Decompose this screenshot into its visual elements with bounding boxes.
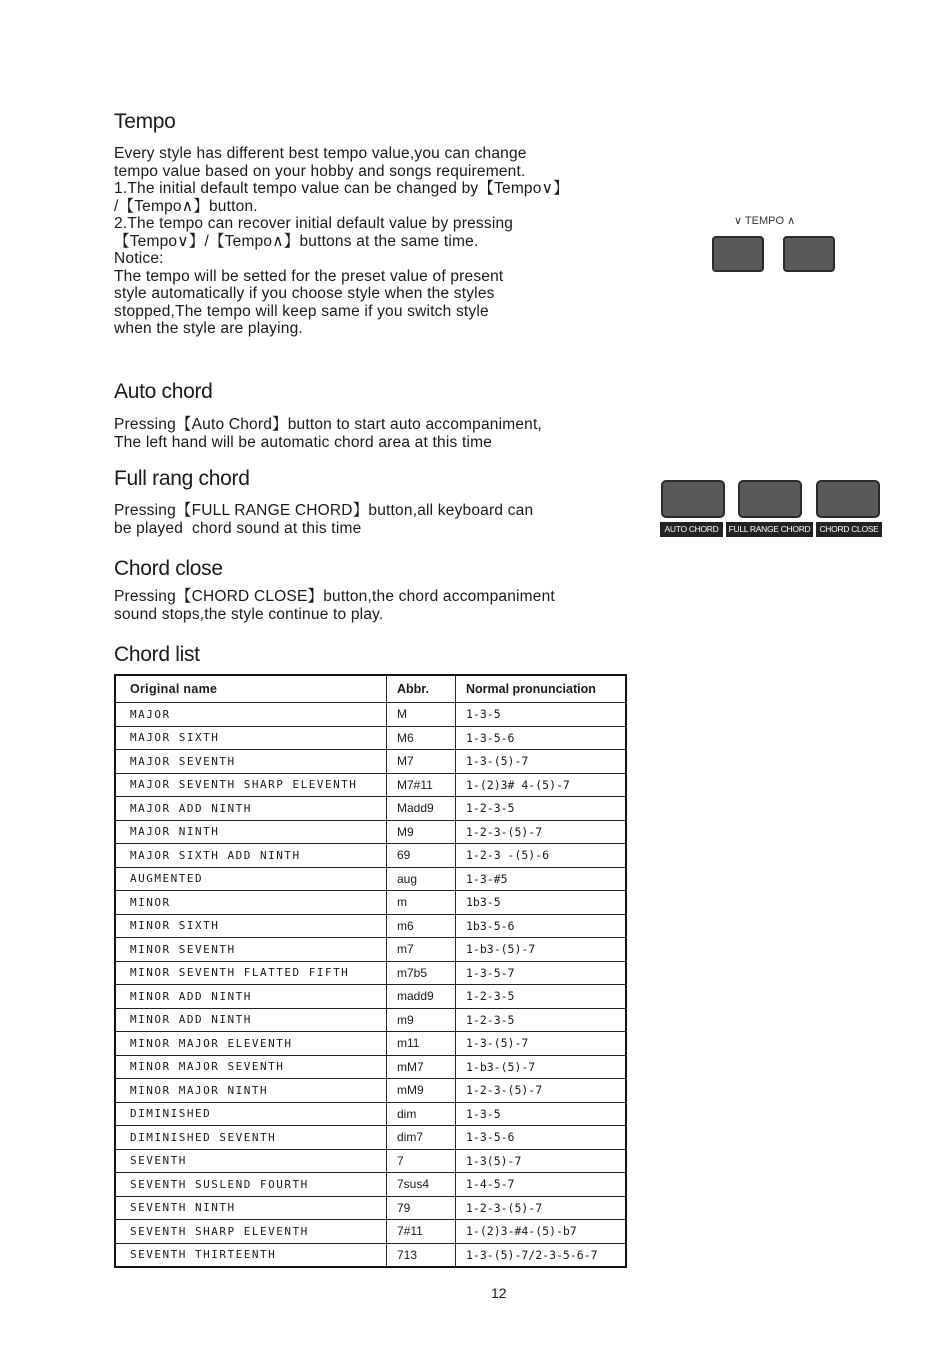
table-row (115, 844, 626, 868)
full-range-chord-heading: Full rang chord (114, 467, 250, 490)
chord-pronunciation-cell: 1-(2)3# 4-(5)-7 (456, 773, 627, 797)
chord-name-cell: SEVENTH SUSLEND FOURTH (115, 1173, 387, 1197)
chord-pronunciation-cell: 1-(2)3-#4-(5)-b7 (456, 1220, 627, 1244)
table-row (115, 1102, 626, 1126)
tempo-line: 2.The tempo can recover initial default value by pressing (114, 215, 514, 232)
chord-close-heading: Chord close (114, 557, 223, 580)
chord-name-cell: MINOR SIXTH (115, 914, 387, 938)
chord-name-cell: MAJOR NINTH (115, 820, 387, 844)
table-row (115, 1196, 626, 1220)
full-range-chord-button[interactable] (738, 480, 802, 518)
chord-pronunciation-cell: 1-3-5-6 (456, 1126, 627, 1150)
chord-name-cell: MAJOR SEVENTH SHARP ELEVENTH (115, 773, 387, 797)
chord-table (114, 674, 627, 1268)
chord-pronunciation-cell: 1-3-#5 (456, 867, 627, 891)
table-row (115, 1149, 626, 1173)
table-header-row (115, 675, 626, 703)
chord-name-cell: MAJOR SEVENTH (115, 750, 387, 774)
chord-name-cell: DIMINISHED SEVENTH (115, 1126, 387, 1150)
tempo-line: Every style has different best tempo value,you can change (114, 145, 527, 162)
table-row (115, 726, 626, 750)
chord-pronunciation-cell: 1-2-3 -(5)-6 (456, 844, 627, 868)
chord-abbr-cell: dim7 (387, 1126, 456, 1150)
chord-pronunciation-cell: 1-3-(5)-7 (456, 750, 627, 774)
table-row (115, 1173, 626, 1197)
chord-name-cell: MINOR SEVENTH (115, 938, 387, 962)
tempo-down-button[interactable] (712, 236, 764, 272)
chord-name-cell: MINOR (115, 891, 387, 915)
chord-name-cell: MINOR MAJOR SEVENTH (115, 1055, 387, 1079)
chord-name-cell: AUGMENTED (115, 867, 387, 891)
table-row (115, 1079, 626, 1103)
table-row (115, 750, 626, 774)
chord-abbr-cell: m9 (387, 1008, 456, 1032)
chord-name-cell: MINOR ADD NINTH (115, 985, 387, 1009)
table-row (115, 1126, 626, 1150)
chord-abbr-cell: m6 (387, 914, 456, 938)
chord-abbr-cell: M6 (387, 726, 456, 750)
full-range-chord-body (114, 502, 533, 537)
chord-pronunciation-cell: 1-2-3-(5)-7 (456, 820, 627, 844)
chord-abbr-cell: mM9 (387, 1079, 456, 1103)
table-row (115, 773, 626, 797)
tempo-line: /【Tempo∧】button. (114, 197, 258, 215)
table-row (115, 797, 626, 821)
chord-pronunciation-cell: 1-3(5)-7 (456, 1149, 627, 1173)
chord-abbr-cell: m7b5 (387, 961, 456, 985)
table-row (115, 938, 626, 962)
column-header-pronunciation: Normal pronunciation (456, 675, 627, 703)
tempo-line: The tempo will be setted for the preset value of present (114, 267, 504, 285)
table-row (115, 891, 626, 915)
chord-abbr-cell: m11 (387, 1032, 456, 1056)
chord-abbr-cell: 7 (387, 1149, 456, 1173)
chord-pronunciation-cell: 1-2-3-(5)-7 (456, 1196, 627, 1220)
chord-name-cell: MAJOR ADD NINTH (115, 797, 387, 821)
tempo-line: 【Tempo∨】/【Tempo∧】buttons at the same time. (114, 232, 479, 250)
chord-name-cell: MINOR SEVENTH FLATTED FIFTH (115, 961, 387, 985)
chord-pronunciation-cell: 1-3-5-6 (456, 726, 627, 750)
chord-abbr-cell: 79 (387, 1196, 456, 1220)
tempo-button-panel (710, 214, 842, 276)
chord-table-body (115, 703, 626, 1268)
chord-abbr-cell: M7 (387, 750, 456, 774)
chord-abbr-cell: m7 (387, 938, 456, 962)
column-header-original-name: Original name (115, 675, 387, 703)
chord-abbr-cell: Madd9 (387, 797, 456, 821)
column-header-abbr: Abbr. (387, 675, 456, 703)
chord-close-button[interactable] (816, 480, 880, 518)
chord-abbr-cell: 713 (387, 1243, 456, 1267)
chord-abbr-cell: madd9 (387, 985, 456, 1009)
chord-pronunciation-cell: 1-3-(5)-7 (456, 1032, 627, 1056)
chord-name-cell: DIMINISHED (115, 1102, 387, 1126)
chord-pronunciation-cell: 1-3-5-7 (456, 961, 627, 985)
chord-close-body (114, 588, 555, 623)
auto-chord-button[interactable] (661, 480, 725, 518)
chord-abbr-cell: mM7 (387, 1055, 456, 1079)
tempo-line: 1.The initial default tempo value can be changed by【Tempo∨】 (114, 180, 569, 197)
chord-name-cell: MAJOR SIXTH (115, 726, 387, 750)
tempo-line: when the style are playing. (114, 320, 303, 337)
tempo-body (114, 145, 569, 338)
chord-abbr-cell: aug (387, 867, 456, 891)
chord-abbr-cell: M9 (387, 820, 456, 844)
table-row (115, 1008, 626, 1032)
chord-name-cell: SEVENTH SHARP ELEVENTH (115, 1220, 387, 1244)
chord-name-cell: SEVENTH THIRTEENTH (115, 1243, 387, 1267)
table-row (115, 1243, 626, 1267)
chord-name-cell: SEVENTH NINTH (115, 1196, 387, 1220)
table-row (115, 961, 626, 985)
chord-pronunciation-cell: 1-b3-(5)-7 (456, 938, 627, 962)
chord-close-label: CHORD CLOSE (816, 522, 882, 537)
chord-name-cell: MINOR MAJOR ELEVENTH (115, 1032, 387, 1056)
chord-abbr-cell: dim (387, 1102, 456, 1126)
table-row (115, 1032, 626, 1056)
page-number: 12 (491, 1285, 507, 1301)
chord-pronunciation-cell: 1b3-5-6 (456, 914, 627, 938)
tempo-panel-label: ∨ TEMPO ∧ (734, 215, 796, 227)
chord-close-line: sound stops,the style continue to play. (114, 605, 384, 623)
tempo-line: stopped,The tempo will keep same if you switch style (114, 302, 489, 320)
full-range-chord-line: be played chord sound at this time (114, 519, 362, 537)
tempo-line: Notice: (114, 250, 164, 267)
chord-abbr-cell: 69 (387, 844, 456, 868)
table-row (115, 1055, 626, 1079)
full-range-chord-line: Pressing【FULL RANGE CHORD】button,all keyboard can (114, 502, 534, 519)
table-row (115, 867, 626, 891)
chord-name-cell: SEVENTH (115, 1149, 387, 1173)
auto-chord-body (114, 416, 542, 451)
chord-pronunciation-cell: 1-3-(5)-7/2-3-5-6-7 (456, 1243, 627, 1267)
full-range-chord-label: FULL RANGE CHORD (726, 522, 813, 537)
tempo-line: tempo value based on your hobby and songs requirement. (114, 162, 526, 180)
auto-chord-line: Pressing【Auto Chord】button to start auto accompaniment, (114, 416, 542, 433)
chord-pronunciation-cell: 1-b3-(5)-7 (456, 1055, 627, 1079)
chord-pronunciation-cell: 1-4-5-7 (456, 1173, 627, 1197)
chord-pronunciation-cell: 1-2-3-(5)-7 (456, 1079, 627, 1103)
chord-abbr-cell: 7sus4 (387, 1173, 456, 1197)
chord-abbr-cell: m (387, 891, 456, 915)
chord-pronunciation-cell: 1-3-5 (456, 1102, 627, 1126)
tempo-up-button[interactable] (783, 236, 835, 272)
auto-chord-label: AUTO CHORD (660, 522, 723, 537)
chord-abbr-cell: M (387, 703, 456, 727)
chord-name-cell: MINOR MAJOR NINTH (115, 1079, 387, 1103)
chord-abbr-cell: M7#11 (387, 773, 456, 797)
table-row (115, 914, 626, 938)
tempo-heading: Tempo (114, 110, 176, 133)
chord-pronunciation-cell: 1-2-3-5 (456, 797, 627, 821)
table-row (115, 1220, 626, 1244)
chord-name-cell: MINOR ADD NINTH (115, 1008, 387, 1032)
table-row (115, 703, 626, 727)
chord-abbr-cell: 7#11 (387, 1220, 456, 1244)
chord-pronunciation-cell: 1-2-3-5 (456, 1008, 627, 1032)
chord-name-cell: MAJOR SIXTH ADD NINTH (115, 844, 387, 868)
auto-chord-line: The left hand will be automatic chord area at this time (114, 433, 493, 451)
table-row (115, 985, 626, 1009)
chord-pronunciation-cell: 1b3-5 (456, 891, 627, 915)
chord-name-cell: MAJOR (115, 703, 387, 727)
chord-list-heading: Chord list (114, 643, 200, 666)
chord-pronunciation-cell: 1-2-3-5 (456, 985, 627, 1009)
chord-button-panel (660, 480, 882, 540)
chord-pronunciation-cell: 1-3-5 (456, 703, 627, 727)
table-row (115, 820, 626, 844)
chord-close-line: Pressing【CHORD CLOSE】button,the chord accompaniment (114, 588, 555, 605)
tempo-line: style automatically if you choose style when the styles (114, 285, 495, 302)
auto-chord-heading: Auto chord (114, 380, 213, 403)
